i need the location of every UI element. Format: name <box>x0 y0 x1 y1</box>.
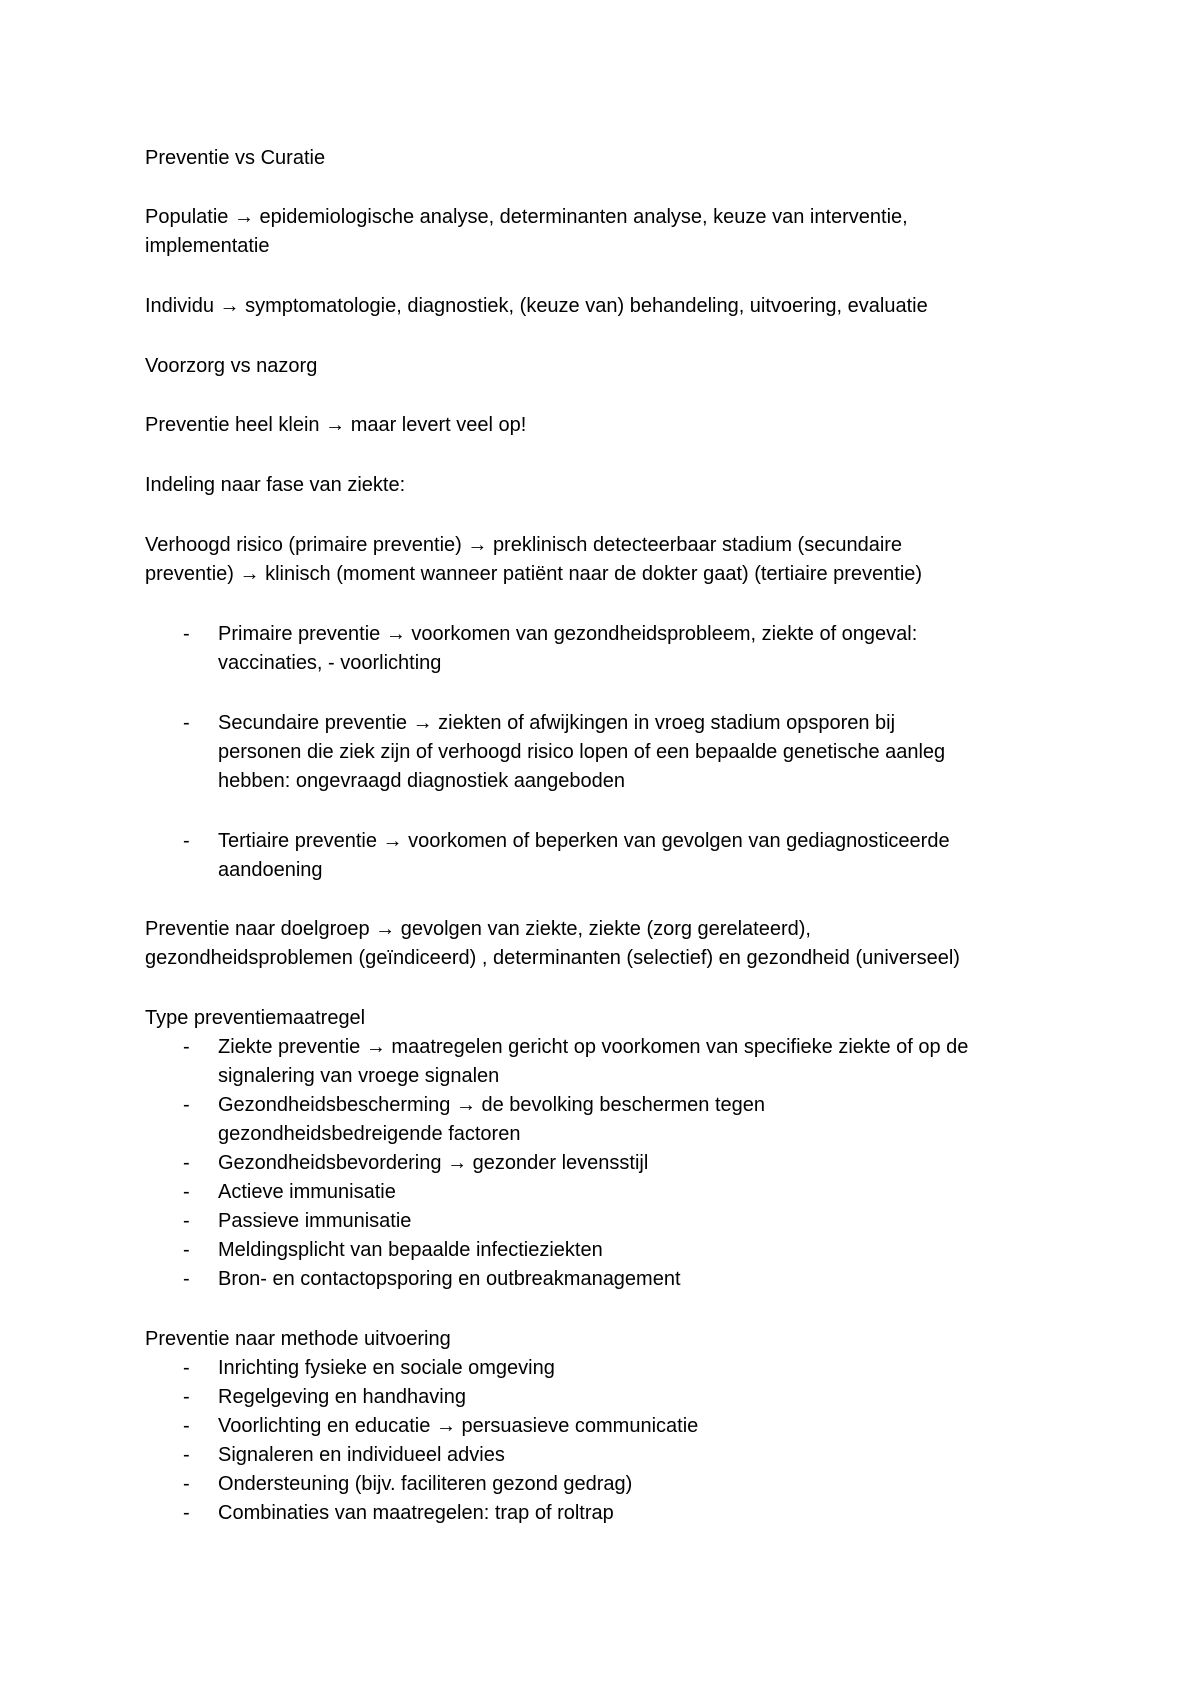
paragraph-individu: Individu → symptomatologie, diagnostiek, (keuze van) behandeling, uitvoering, evaluatie <box>145 295 928 317</box>
list-item-passieve-immunisatie: Passieve immunisatie <box>218 1210 412 1232</box>
list-item-bronopsporing: Bron- en contactopsporing en outbreakmanagement <box>218 1268 681 1290</box>
arrow-icon: → <box>233 206 254 228</box>
list-item-gezondheidsbescherming-cont: gezondheidsbedreigende factoren <box>218 1123 521 1145</box>
bullet-dash: - <box>183 1415 190 1437</box>
list-item-gezondheidsbevordering: Gezondheidsbevordering → gezonder levensstijl <box>218 1152 649 1174</box>
arrow-icon: → <box>455 1094 476 1116</box>
paragraph-verhoogd-risico-cont: preventie) → klinisch (moment wanneer patiënt naar de dokter gaat) (tertiaire preventie) <box>145 563 923 585</box>
arrow-icon: → <box>375 918 396 940</box>
bullet-dash: - <box>183 830 190 852</box>
list-item-inrichting: Inrichting fysieke en sociale omgeving <box>218 1357 555 1379</box>
list-item-ziekte-preventie: Ziekte preventie → maatregelen gericht op voorkomen van specifieke ziekte of op de <box>218 1036 969 1058</box>
arrow-icon: → <box>382 830 403 852</box>
list-item-signaleren: Signaleren en individueel advies <box>218 1444 505 1466</box>
paragraph-doelgroep-cont: gezondheidsproblemen (geïndiceerd) , determinanten (selectief) en gezondheid (universeel) <box>145 947 960 969</box>
bullet-dash: - <box>183 1036 190 1058</box>
arrow-icon: → <box>447 1152 468 1174</box>
bullet-dash: - <box>183 1181 190 1203</box>
bullet-dash: - <box>183 1386 190 1408</box>
list-item-actieve-immunisatie: Actieve immunisatie <box>218 1181 396 1203</box>
bullet-dash: - <box>183 1094 190 1116</box>
paragraph-populatie-cont: implementatie <box>145 235 270 257</box>
arrow-icon: → <box>435 1415 456 1437</box>
bullet-dash: - <box>183 1210 190 1232</box>
arrow-icon: → <box>385 623 406 645</box>
list-item-secundaire: Secundaire preventie → ziekten of afwijkingen in vroeg stadium opsporen bij <box>218 712 896 734</box>
list-item-gezondheidsbescherming: Gezondheidsbescherming → de bevolking beschermen tegen <box>218 1094 766 1116</box>
section-heading-type: Type preventiemaatregel <box>145 1007 366 1029</box>
list-item-combinaties: Combinaties van maatregelen: trap of roltrap <box>218 1502 614 1524</box>
list-item-tertiaire-cont: aandoening <box>218 859 323 881</box>
bullet-dash: - <box>183 1268 190 1290</box>
list-item-regelgeving: Regelgeving en handhaving <box>218 1386 466 1408</box>
list-item-tertiaire: Tertiaire preventie → voorkomen of beperken van gevolgen van gediagnosticeerde <box>218 830 950 852</box>
list-item-voorlichting: Voorlichting en educatie → persuasieve communicatie <box>218 1415 699 1437</box>
bullet-dash: - <box>183 712 190 734</box>
arrow-icon: → <box>219 295 240 317</box>
bullet-dash: - <box>183 1357 190 1379</box>
paragraph-verhoogd-risico: Verhoogd risico (primaire preventie) → preklinisch detecteerbaar stadium (secundaire <box>145 534 903 556</box>
document-title: Preventie vs Curatie <box>145 147 326 169</box>
arrow-icon: → <box>467 534 488 556</box>
list-item-meldingsplicht: Meldingsplicht van bepaalde infectieziekten <box>218 1239 603 1261</box>
list-item-secundaire-cont: hebben: ongevraagd diagnostiek aangeboden <box>218 770 626 792</box>
list-item-ziekte-preventie-cont: signalering van vroege signalen <box>218 1065 500 1087</box>
paragraph-indeling: Indeling naar fase van ziekte: <box>145 474 406 496</box>
list-item-primaire-cont: vaccinaties, - voorlichting <box>218 652 442 674</box>
list-item-secundaire-cont: personen die ziek zijn of verhoogd risico lopen of een bepaalde genetische aanleg <box>218 741 946 763</box>
bullet-dash: - <box>183 1152 190 1174</box>
bullet-dash: - <box>183 1473 190 1495</box>
arrow-icon: → <box>412 712 433 734</box>
bullet-dash: - <box>183 623 190 645</box>
bullet-dash: - <box>183 1239 190 1261</box>
section-heading-methode: Preventie naar methode uitvoering <box>145 1328 451 1350</box>
arrow-icon: → <box>239 563 260 585</box>
bullet-dash: - <box>183 1444 190 1466</box>
list-item-ondersteuning: Ondersteuning (bijv. faciliteren gezond gedrag) <box>218 1473 633 1495</box>
paragraph-preventie-klein: Preventie heel klein → maar levert veel op! <box>145 414 527 436</box>
paragraph-voorzorg: Voorzorg vs nazorg <box>145 355 318 377</box>
arrow-icon: → <box>325 414 346 436</box>
arrow-icon: → <box>365 1036 386 1058</box>
bullet-dash: - <box>183 1502 190 1524</box>
paragraph-populatie: Populatie → epidemiologische analyse, determinanten analyse, keuze van interventie, <box>145 206 908 228</box>
paragraph-doelgroep: Preventie naar doelgroep → gevolgen van ziekte, ziekte (zorg gerelateerd), <box>145 918 811 940</box>
list-item-primaire: Primaire preventie → voorkomen van gezondheidsprobleem, ziekte of ongeval: <box>218 623 918 645</box>
